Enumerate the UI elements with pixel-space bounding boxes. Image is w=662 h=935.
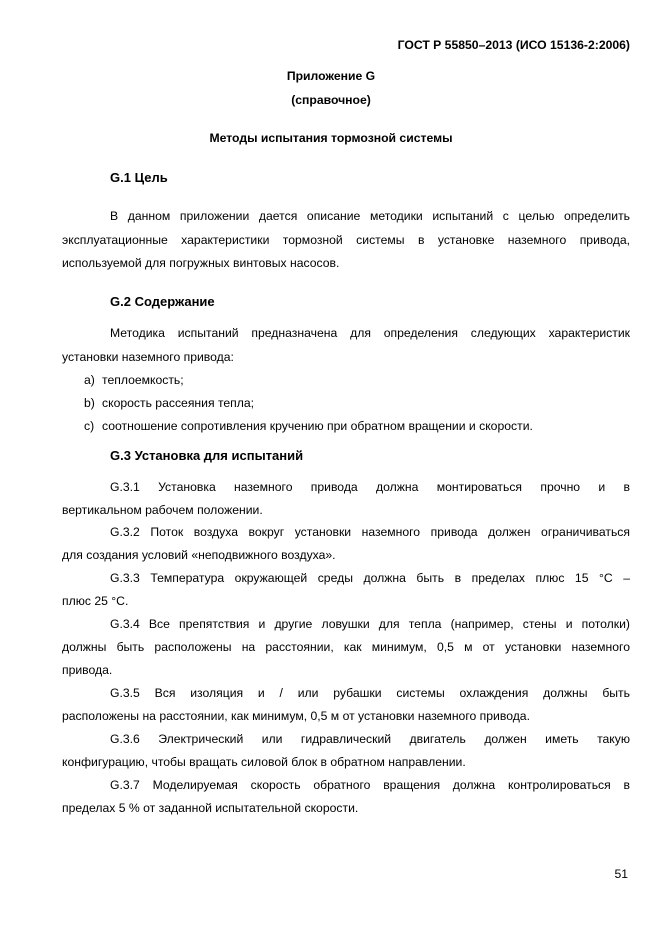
- paragraph-line: привода.: [62, 663, 113, 677]
- appendix-title: Приложение G: [286, 69, 376, 83]
- paragraph-line: для создания условий «неподвижного воздуха».: [62, 548, 336, 562]
- paragraph-line: G.3.4 Все препятствия и другие ловушки для тепла (например, стены и потолки): [110, 617, 630, 631]
- list-marker: b): [84, 396, 95, 410]
- paragraph-line: В данном приложении дается описание методики испытаний с целью определить: [110, 209, 630, 223]
- document-title: Методы испытания тормозной системы: [209, 131, 453, 145]
- list-marker: c): [84, 419, 95, 433]
- page-number: 51: [614, 867, 628, 881]
- paragraph-line: Методика испытаний предназначена для определения следующих характеристик: [110, 326, 630, 340]
- paragraph-line: расположены на расстоянии, как минимум, 0,5 м от установки наземного привода.: [62, 709, 530, 723]
- list-item: теплоемкость;: [102, 373, 184, 387]
- standard-header: ГОСТ Р 55850–2013 (ИСО 15136-2:2006): [397, 38, 630, 52]
- paragraph-line: плюс 25 °С.: [62, 594, 129, 608]
- section-heading-g2: G.2 Содержание: [110, 294, 215, 309]
- paragraph-line: G.3.3 Температура окружающей среды должна быть в пределах плюс 15 °С –: [110, 571, 630, 585]
- paragraph-line: вертикальном рабочем положении.: [62, 503, 263, 517]
- paragraph-line: установки наземного привода:: [62, 350, 234, 364]
- appendix-status: (справочное): [291, 93, 371, 107]
- paragraph-line: G.3.5 Вся изоляция и / или рубашки системы охлаждения должны быть: [110, 686, 630, 700]
- paragraph-line: пределах 5 % от заданной испытательной скорости.: [62, 801, 359, 815]
- paragraph-line: эксплуатационные характеристики тормозной системы в установке наземного привода,: [62, 233, 630, 247]
- paragraph-line: G.3.7 Моделируемая скорость обратного вращения должна контролироваться в: [110, 778, 630, 792]
- list-item: скорость рассеяния тепла;: [102, 396, 255, 410]
- paragraph-line: должны быть расположены на расстоянии, как минимум, 0,5 м от установки наземного: [62, 640, 630, 654]
- paragraph-line: конфигурацию, чтобы вращать силовой блок в обратном направлении.: [62, 755, 466, 769]
- section-heading-g3: G.3 Установка для испытаний: [110, 448, 304, 463]
- paragraph-line: G.3.1 Установка наземного привода должна монтироваться прочно и в: [110, 480, 630, 494]
- paragraph-line: используемой для погружных винтовых насосов.: [62, 256, 340, 270]
- list-marker: a): [84, 373, 95, 387]
- section-heading-g1: G.1 Цель: [110, 170, 168, 185]
- list-item: соотношение сопротивления кручению при обратном вращении и скорости.: [102, 419, 533, 433]
- paragraph-line: G.3.2 Поток воздуха вокруг установки наземного привода должен ограничиваться: [110, 525, 630, 539]
- paragraph-line: G.3.6 Электрический или гидравлический двигатель должен иметь такую: [110, 732, 630, 746]
